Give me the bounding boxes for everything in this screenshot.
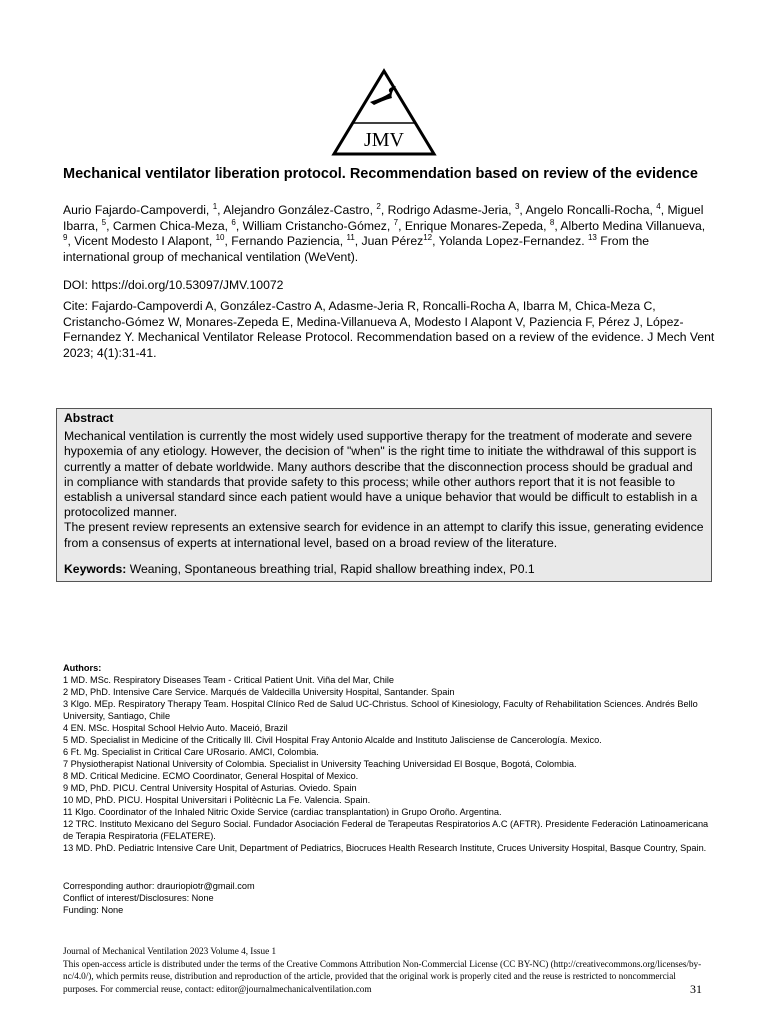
author-affiliation-number: 10 [215, 232, 225, 242]
author-affiliation-number: 4 [656, 201, 661, 211]
conflict-of-interest: Conflict of interest/Disclosures: None [63, 893, 214, 903]
funding: Funding: None [63, 905, 124, 915]
author-name: Aurio Fajardo-Campoverdi, [63, 203, 213, 217]
author-affiliation-number: 1 [212, 201, 218, 211]
author-name: William Cristancho-Gómez, [239, 218, 394, 233]
affiliation-item: 6 Ft. Mg. Specialist in Critical Care URosario. AMCI, Colombia. [63, 747, 319, 757]
correspondence-block [63, 880, 255, 916]
affiliation-item: 5 MD. Specialist in Medicine of the Critically Ill. Civil Hospital Fray Antonio Alcalde and Instituto Jalisciense de Cancerología. Mexico. [63, 735, 602, 745]
author-list: Aurio Fajardo-Campoverdi, $^1$, Alejandro González-Castro, $^2$, Rodrigo Adasme-Jeria, $^3$, Angelo Roncalli-Rocha, $^4$, Miguel Ibarra, $^5$, Carmen Chica-Meza, $^6$, William Cristancho-Gómez, $^7$, Enrique Monares-Zepeda, $^8$, Alberto Medina Villanueva, $^9$, Vicent Modesto I Alapont, $^{10}$, Fernando Paziencia, $^{11}$, Juan Pérez$^{12}$, Yolanda Lopez-Fernandez. $^{13}$ From the international group of mechanical ventilation (WeVent). [63, 201, 706, 264]
affiliation-item: 11 Klgo. Coordinator of the Inhaled Nitric Oxide Service (cardiac transplantation) in Grupo Oroño. Argentina. [63, 807, 502, 817]
affiliations-heading: Authors: [63, 663, 102, 673]
author-name: Rodrigo Adasme-Jeria, [384, 203, 515, 217]
keywords-label: Keywords: [64, 561, 127, 576]
author-affiliation-number: 2 [376, 201, 381, 211]
affiliation-item: 4 EN. MSc. Hospital School Helvio Auto. Maceió, Brazil [63, 723, 288, 733]
affiliation-item: 3 Klgo. MEp. Respiratory Therapy Team. Hospital Clínico Red de Salud UC-Christus. School of Kinesiology, Faculty of Rehabilitation Sciences. Andrés Bello University, Santiago, Chile [63, 699, 698, 721]
journal-issue: Journal of Mechanical Ventilation 2023 Volume 4, Issue 1 [63, 946, 277, 956]
author-name: Fernando Paziencia, [227, 234, 347, 248]
affiliation-item: 7 Physiotherapist National University of Colombia. Specialist in University Teaching Universidad El Bosque, Bogotá, Colombia. [63, 759, 577, 769]
corresponding-author: Corresponding author: drauriopiotr@gmail.com [63, 881, 255, 891]
affiliation-item: 10 MD, PhD. PICU. Hospital Universitari i Politècnic La Fe. Valencia. Spain. [63, 795, 371, 805]
abstract-box [56, 408, 712, 582]
author-group-note: From the international group of mechanical ventilation (WeVent). [63, 234, 650, 264]
author-affiliation-number: 12 [423, 232, 433, 242]
citation: Cite: Fajardo-Campoverdi A, González-Castro A, Adasme-Jeria R, Roncalli-Rocha A, Ibarra M, Chica-Meza C, Cristancho-Gómez W, Monares-Zepeda E, Medina-Villanueva A, Modesto I Alapont V, Paziencia F, Pérez J, López-Fernandez Y. Mechanical Ventilator Release Protocol. Recommendation based on a review of the evidence. J Mech Vent 2023; 4(1):31-41. [63, 299, 715, 360]
author-affiliation-number: 5 [101, 217, 107, 227]
author-affiliation-number: 11 [346, 232, 355, 242]
affiliation-item: 9 MD, PhD. PICU. Central University Hospital of Asturias. Oviedo. Spain [63, 783, 357, 793]
author-name: Juan Pérez [358, 234, 424, 248]
abstract-paragraph-1: Mechanical ventilation is currently the most widely used supportive therapy for the treatment of moderate and severe hypoxemia of any etiology. However, the decision of "when" is the right time to initiate the withdrawal of this support is currently a matter of debate worldwide. Many authors describe that the disconnection process should be gradual and in compliance with standards that provide safety to this process; while other authors report that it is not feasible to establish a universal standard since each patient would have a unique behavior that would be difficult to establish in a protocolized manner. [64, 429, 698, 520]
author-name: Angelo Roncalli-Rocha, [522, 203, 657, 217]
author-name: Enrique Monares-Zepeda, [401, 218, 550, 233]
author-name: Alejandro González-Castro, [220, 203, 377, 217]
page-number: 31 [690, 982, 702, 996]
author-name: Yolanda Lopez-Fernandez. [435, 234, 588, 248]
author-affiliation-number: 6 [231, 217, 236, 227]
author-affiliation-number: 7 [393, 217, 399, 227]
affiliation-item: 1 MD. MSc. Respiratory Diseases Team - Critical Patient Unit. Viña del Mar, Chile [63, 675, 395, 685]
license-note: This open-access article is distributed under the terms of the Creative Commons Attribution Non-Commercial License (CC BY-NC) (http://creativecommons.org/licenses/by-nc/4.0/), which permits reuse, distribution and reproduction of the article, provided that the original work is properly cited and the reuse is restricted to noncommercial purposes. For commercial reuse, contact: editor@journalmechanicalventilation.com [63, 958, 702, 994]
affiliation-item: 12 TRC. Instituto Mexicano del Seguro Social. Fundador Asociación Federal de Terapeutas Respiratorios A.C (AFTR). Presidente Federación Latinoamericana de Terapia Respiratoria (FELATERE). [63, 819, 709, 841]
abstract-heading: Abstract [64, 411, 114, 425]
author-affiliation-number: 13 [587, 232, 597, 242]
affiliation-item: 2 MD, PhD. Intensive Care Service. Marqués de Valdecilla University Hospital, Santander. Spain [63, 687, 455, 697]
affiliation-item: 8 MD. Critical Medicine. ECMO Coordinator, General Hospital of Mexico. [63, 771, 359, 781]
affiliation-item: 13 MD. PhD. Pediatric Intensive Care Unit, Department of Pediatrics, Biocruces Health Research Institute, Cruces University Hospital, Basque Country, Spain. [63, 843, 707, 853]
author-name: Miguel Ibarra, [63, 203, 704, 233]
doi: DOI: https://doi.org/10.53097/JMV.10072 [63, 278, 284, 292]
journal-logo [330, 68, 438, 156]
author-name: Vicent Modesto I Alapont, [70, 234, 216, 248]
author-name: Carmen Chica-Meza, [109, 218, 232, 233]
page-footer [63, 945, 713, 995]
article-title: Mechanical ventilator liberation protocol. Recommendation based on review of the evidence [63, 166, 698, 182]
author-name: Alberto Medina Villanueva, [557, 218, 706, 233]
author-affiliation-number: 9 [63, 232, 68, 242]
affiliations [63, 662, 713, 854]
keywords [64, 562, 704, 577]
keywords-list: Weaning, Spontaneous breathing trial, Rapid shallow breathing index, P0.1 [129, 561, 535, 576]
triangle-bird-icon [330, 68, 438, 156]
abstract-paragraph-2: The present review represents an extensive search for evidence in an attempt to clarify this issue, generating evidence from a consensus of experts at international level, based on a broad review of the literature. [64, 520, 704, 550]
author-affiliation-number: 3 [514, 201, 520, 211]
logo-text: JMV [363, 129, 405, 151]
author-affiliation-number: 8 [549, 217, 555, 227]
